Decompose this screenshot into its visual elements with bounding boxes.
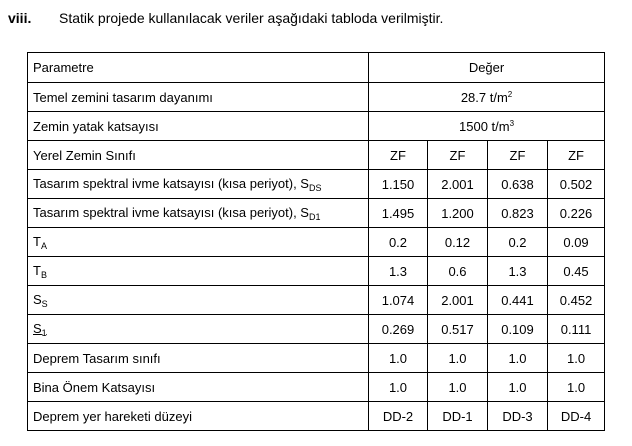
- table-cell: 2.001: [428, 286, 488, 315]
- table-row: [28, 228, 605, 257]
- table-cell: ZF: [428, 141, 488, 170]
- row-label: Bina Önem Katsayısı: [28, 373, 369, 402]
- row-label: Deprem Tasarım sınıfı: [28, 344, 369, 373]
- table-cell: 1.0: [488, 344, 548, 373]
- table-cell: 1.0: [428, 373, 488, 402]
- table-cell: 1.0: [428, 344, 488, 373]
- table-cell: DD-2: [369, 402, 428, 431]
- table-row: [28, 402, 605, 431]
- table-cell: 0.517: [428, 315, 488, 344]
- table-cell: 0.2: [488, 228, 548, 257]
- row-merged-value: [369, 112, 605, 141]
- table-row: [28, 344, 605, 373]
- row-label: $S_S$: [28, 286, 369, 315]
- table-cell: 0.12: [428, 228, 488, 257]
- table-cell: 0.441: [488, 286, 548, 315]
- table-cell: ZF: [488, 141, 548, 170]
- table-cell: 1.495: [369, 199, 428, 228]
- value-exponent: 3: [509, 118, 515, 128]
- label-subscript: B: [40, 269, 47, 280]
- table-cell: 0.111: [548, 315, 605, 344]
- row-label: Temel zemini tasarım dayanımı: [28, 83, 369, 112]
- table-row: [28, 141, 605, 170]
- table-row: [28, 199, 605, 228]
- label-subscript: D1: [308, 211, 321, 222]
- table-cell: 1.0: [369, 344, 428, 373]
- table-row: [28, 83, 605, 112]
- value-main: 1500 t/m: [459, 118, 510, 134]
- table-cell: DD-1: [428, 402, 488, 431]
- value-main: 28.7 t/m: [460, 89, 508, 105]
- table-cell: ZF: [369, 141, 428, 170]
- table-row: [28, 286, 605, 315]
- section-text: Statik projede kullanılacak veriler aşağıdaki tabloda verilmiştir.: [59, 10, 444, 26]
- section-heading: [8, 9, 443, 27]
- table-cell: 1.150: [369, 170, 428, 199]
- table-cell: 0.45: [548, 257, 605, 286]
- table-cell: 1.200: [428, 199, 488, 228]
- table-cell: 2.001: [428, 170, 488, 199]
- table-cell: 0.269: [369, 315, 428, 344]
- table-cell: 1.3: [488, 257, 548, 286]
- table-cell: 0.2: [369, 228, 428, 257]
- table-cell: DD-4: [548, 402, 605, 431]
- table-cell: 0.823: [488, 199, 548, 228]
- table-header-row: [28, 53, 605, 83]
- header-value: Değer: [369, 53, 605, 83]
- value-exponent: 2: [507, 89, 513, 99]
- table-cell: 1.0: [548, 373, 605, 402]
- table-row: [28, 315, 605, 344]
- row-merged-value: [369, 83, 605, 112]
- table-cell: 0.226: [548, 199, 605, 228]
- table-row: [28, 112, 605, 141]
- table-row: [28, 257, 605, 286]
- table-cell: 1.0: [488, 373, 548, 402]
- table-cell: 1.074: [369, 286, 428, 315]
- row-label: $S_1$: [28, 315, 369, 344]
- table-cell: 1.3: [369, 257, 428, 286]
- table-cell: ZF: [548, 141, 605, 170]
- table-row: [28, 373, 605, 402]
- label-subscript: S: [41, 298, 48, 309]
- row-label: Tasarım spektral ivme katsayısı (kısa periyot), $S_{D1}$: [28, 199, 369, 228]
- table-cell: 1.0: [369, 373, 428, 402]
- row-label: $T_B$: [28, 257, 369, 286]
- table-row: [28, 170, 605, 199]
- row-label: Tasarım spektral ivme katsayısı (kısa periyot), $S_{DS}$: [28, 170, 369, 199]
- parameter-table: [27, 52, 605, 431]
- table-cell: 0.09: [548, 228, 605, 257]
- section-number: viii.: [8, 10, 32, 26]
- label-subscript: 1: [41, 327, 47, 338]
- table-cell: 1.0: [548, 344, 605, 373]
- table-cell: 0.109: [488, 315, 548, 344]
- table-cell: 0.452: [548, 286, 605, 315]
- row-label: Deprem yer hareketi düzeyi: [28, 402, 369, 431]
- table-cell: 0.638: [488, 170, 548, 199]
- table-cell: 0.6: [428, 257, 488, 286]
- label-subscript: A: [40, 240, 47, 251]
- table-cell: DD-3: [488, 402, 548, 431]
- row-label: Zemin yatak katsayısı: [28, 112, 369, 141]
- row-label: Yerel Zemin Sınıfı: [28, 141, 369, 170]
- row-label: $T_A$: [28, 228, 369, 257]
- table-cell: 0.502: [548, 170, 605, 199]
- header-parameter: Parametre: [28, 53, 369, 83]
- label-subscript: DS: [308, 182, 322, 193]
